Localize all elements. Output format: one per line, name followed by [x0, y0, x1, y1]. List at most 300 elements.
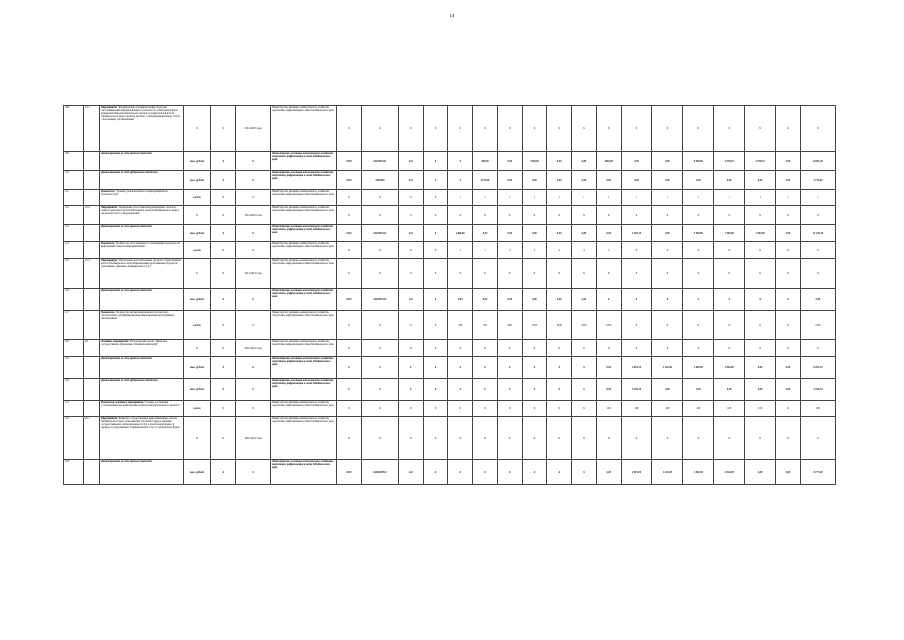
value-cell: 0,00 [745, 357, 776, 379]
code-k4: Х [423, 289, 448, 311]
value-cell: Х [547, 206, 572, 225]
value-cell: 0,00 [572, 152, 597, 171]
code-k4: Х [423, 259, 448, 289]
value-cell: 5 [596, 242, 621, 259]
value-cell: Х [714, 206, 745, 225]
code-k3: Х [398, 379, 423, 401]
item-name [100, 190, 183, 206]
value-cell: 750 [473, 311, 498, 340]
code-k1: Х [337, 106, 362, 152]
code-k3: 242 [398, 152, 423, 171]
weight: Х [211, 171, 236, 190]
code-k3: 242 [398, 225, 423, 242]
item-name-prefix: Показатель основного мероприятия [101, 401, 144, 404]
term: 2019-2024 годы [236, 340, 271, 357]
code-k3: 242 [398, 171, 423, 190]
item-name [100, 242, 183, 259]
value-cell: 1050 [522, 311, 547, 340]
value-cell: Х [683, 106, 714, 152]
value-cell: Х [547, 259, 572, 289]
unit: единиц [183, 401, 211, 417]
code-k1: Х [337, 340, 362, 357]
row-number: 118 [64, 340, 84, 357]
unit: тыс. рублей [183, 171, 211, 190]
value-cell: Х [683, 340, 714, 357]
value-cell: 1 [800, 190, 835, 206]
value-cell: 2 815,00 [621, 460, 652, 485]
value-cell: Х [776, 340, 801, 357]
code-k2: Х [361, 206, 398, 225]
value-cell: Х [547, 417, 572, 460]
term: Х [236, 152, 271, 171]
value-cell: Х [497, 106, 522, 152]
code-k1: Х [337, 190, 362, 206]
code-k1: Х [337, 242, 362, 259]
value-cell: 1050 [572, 311, 597, 340]
code-k3: Х [398, 340, 423, 357]
item-name-text: финансирование за счет краевого бюджета [101, 289, 152, 292]
value-cell: 1 092,00 [683, 460, 714, 485]
value-cell: 1 410,00 [652, 357, 683, 379]
weight: Х [211, 401, 236, 417]
term: Х [236, 379, 271, 401]
table-row [64, 152, 836, 171]
value-cell: Х [497, 417, 522, 460]
code-k5: 0,00 [448, 289, 473, 311]
term: 2014-2025 годы [236, 106, 271, 152]
value-cell: 0,00 [745, 379, 776, 401]
executor: Министерство жилищно-коммунального хозяйства, энергетики, цифровизации и связи Забайкальского края [271, 357, 337, 379]
item-code [83, 190, 99, 206]
value-cell: Х [473, 417, 498, 460]
item-name-text: "Количество автоматизированных рабочих мест, обеспеченных сертифицированным лицензионным программным обеспечением" [101, 311, 174, 320]
value-cell: Х [522, 417, 547, 460]
code-k3: Х [398, 417, 423, 460]
term: 2014-2019 годы [236, 259, 271, 289]
row-number: 112 [64, 206, 84, 225]
value-cell: 0,00 [596, 460, 621, 485]
value-cell: 100 [714, 401, 745, 417]
code-k5: Х [448, 106, 473, 152]
value-cell: Х [745, 289, 776, 311]
row-number: 115 [64, 259, 84, 289]
value-cell: 1050 [547, 311, 572, 340]
value-cell: Х [596, 417, 621, 460]
value-cell: Х [473, 357, 498, 379]
item-name-text: финансирование за счет краевого бюджета [101, 152, 152, 155]
value-cell: Х [572, 417, 597, 460]
unit: Х [183, 206, 211, 225]
code-k5: Х [448, 357, 473, 379]
executor: Министерство жилищно-коммунального хозяйства, энергетики, цифровизации и связи Забайкальского края [271, 311, 337, 340]
code-k2: 042D605521 [361, 460, 398, 485]
value-cell: Х [547, 106, 572, 152]
code-k2: Х [361, 379, 398, 401]
value-cell: 0,00 [621, 171, 652, 190]
code-k5: Х [448, 417, 473, 460]
value-cell: Х [683, 289, 714, 311]
code-k2: Х [361, 106, 398, 152]
item-name-prefix: Показатель [101, 190, 115, 193]
value-cell: Х [522, 379, 547, 401]
code-k2: Х [361, 259, 398, 289]
value-cell: 0,00 [714, 379, 745, 401]
value-cell: Х [473, 460, 498, 485]
value-cell: Х [572, 357, 597, 379]
value-cell: Х [776, 417, 801, 460]
code-k2: Х [361, 401, 398, 417]
value-cell: 0,00 [652, 379, 683, 401]
row-number: 110 [64, 171, 84, 190]
executor: Министерство жилищно-коммунального хозяйства, энергетики, цифровизации и связи Забайкальского края [271, 190, 337, 206]
executor: Министерство жилищно-коммунального хозяйства, энергетики, цифровизации и связи Забайкальского края [271, 460, 337, 485]
executor: Министерство жилищно-коммунального хозяйства, энергетики, цифровизации и связи Забайкальского края [271, 417, 337, 460]
value-cell: 0,00 [683, 171, 714, 190]
item-code [83, 225, 99, 242]
unit: Х [183, 417, 211, 460]
row-number: 109 [64, 152, 84, 171]
item-name [100, 289, 183, 311]
value-cell: 0,00 [621, 152, 652, 171]
table-row [64, 311, 836, 340]
table-row [64, 206, 836, 225]
value-cell: Х [596, 206, 621, 225]
item-name [100, 379, 183, 401]
code-k3: Х [398, 106, 423, 152]
item-code: 1.5.1 [83, 106, 99, 152]
code-k1: 0410 [337, 225, 362, 242]
value-cell: 0,00 [572, 225, 597, 242]
code-k4: Х [423, 401, 448, 417]
item-code [83, 357, 99, 379]
row-number: 108 [64, 106, 84, 152]
item-name [100, 259, 183, 289]
executor: Министерство жилищно-коммунального хозяйства, энергетики, цифровизации и связи Забайкальского края [271, 340, 337, 357]
table-row [64, 289, 836, 311]
value-cell: Х [683, 259, 714, 289]
value-cell: Х [572, 206, 597, 225]
value-cell: Х [522, 259, 547, 289]
value-cell: 1 410,00 [652, 460, 683, 485]
value-cell: Х [776, 206, 801, 225]
value-cell: 0,00 [522, 225, 547, 242]
executor: Министерство жилищно-коммунального хозяйства, энергетики, цифровизации и связи Забайкальского края [271, 259, 337, 289]
value-cell: Х [745, 417, 776, 460]
value-cell: 5 100,10 [800, 379, 835, 401]
value-cell: 2 078,10 [745, 152, 776, 171]
code-k5: Х [448, 340, 473, 357]
code-k4: Х [423, 206, 448, 225]
value-cell: 4 [572, 242, 597, 259]
value-cell: Х [522, 206, 547, 225]
item-name-text: "Степень достижения установленных значений целевых показателей регионального проекта" [101, 401, 180, 407]
unit: тыс. рублей [183, 152, 211, 171]
value-cell: 2 078,10 [714, 152, 745, 171]
value-cell: Х [714, 289, 745, 311]
value-cell: 0,00 [473, 225, 498, 242]
value-cell: 1 092,00 [683, 357, 714, 379]
value-cell: 4 [547, 242, 572, 259]
value-cell: 0,00 [745, 460, 776, 485]
unit: тыс. рублей [183, 225, 211, 242]
value-cell: 2772,00 [473, 171, 498, 190]
item-name-prefix: Показатель [101, 242, 115, 245]
value-cell: 0,00 [572, 171, 597, 190]
value-cell: 0,00 [652, 171, 683, 190]
value-cell: Х [652, 242, 683, 259]
value-cell: Х [572, 259, 597, 289]
row-number: 119 [64, 357, 84, 379]
value-cell: Х [522, 460, 547, 485]
value-cell: Х [776, 311, 801, 340]
value-cell: Х [522, 106, 547, 152]
row-number: 114 [64, 242, 84, 259]
table-row [64, 171, 836, 190]
value-cell: 0,00 [596, 357, 621, 379]
code-k4: Х [423, 171, 448, 190]
code-k1: 0410 [337, 289, 362, 311]
value-cell: 0,00 [683, 379, 714, 401]
item-name-prefix: Основное мероприятие [101, 340, 129, 343]
value-cell: Х [652, 289, 683, 311]
value-cell: 0,00 [497, 289, 522, 311]
table-row [64, 190, 836, 206]
value-cell: Х [547, 357, 572, 379]
code-k2: 0420504122 [361, 225, 398, 242]
executor: Министерство жилищно-коммунального хозяйства, энергетики, цифровизации и связи Забайкальского края [271, 242, 337, 259]
value-cell: 1 [497, 190, 522, 206]
value-cell: Х [547, 401, 572, 417]
value-cell: 0,00 [596, 171, 621, 190]
value-cell: Х [652, 417, 683, 460]
code-k5: Х [448, 171, 473, 190]
value-cell: 0,00 [547, 225, 572, 242]
value-cell: 2 840,00 [714, 460, 745, 485]
value-cell: Х [473, 340, 498, 357]
code-k4: Х [423, 190, 448, 206]
unit: тыс. рублей [183, 289, 211, 311]
term: Х [236, 357, 271, 379]
item-code [83, 311, 99, 340]
item-name-text: финансирование за счет федерального бюджета [101, 171, 158, 174]
value-cell: Х [800, 106, 835, 152]
code-k1: 0450 [337, 152, 362, 171]
value-cell: 1 [714, 190, 745, 206]
code-k4: Х [423, 357, 448, 379]
item-code: 1.5.3 [83, 259, 99, 289]
value-cell: 0,00 [652, 152, 683, 171]
value-cell: Х [800, 340, 835, 357]
value-cell: 2 840,00 [714, 357, 745, 379]
unit: Х [183, 340, 211, 357]
value-cell: Х [473, 401, 498, 417]
value-cell: Х [547, 460, 572, 485]
value-cell: Х [572, 340, 597, 357]
value-cell: 0,00 [522, 171, 547, 190]
value-cell: Х [652, 259, 683, 289]
code-k4: Х [423, 417, 448, 460]
row-number: 111 [64, 190, 84, 206]
value-cell: Х [572, 379, 597, 401]
value-cell: Х [745, 242, 776, 259]
value-cell: 0,00 [714, 171, 745, 190]
value-cell: 0,00 [473, 289, 498, 311]
table-row [64, 242, 836, 259]
value-cell: Х [745, 340, 776, 357]
code-k3: Х [398, 206, 423, 225]
value-cell: Х [745, 206, 776, 225]
unit: тыс. рублей [183, 357, 211, 379]
row-number: 117 [64, 311, 84, 340]
value-cell: Х [497, 206, 522, 225]
code-k1: Х [337, 417, 362, 460]
item-name-text: финансирование за счет краевого бюджета [101, 460, 152, 463]
item-name-text: "Региональный проект "Цифровое государственное управление (Забайкальский край)" [101, 340, 168, 346]
item-name-prefix: Мероприятие [101, 206, 118, 209]
code-k3: Х [398, 357, 423, 379]
value-cell: Х [776, 106, 801, 152]
code-k5: 1 [448, 190, 473, 206]
value-cell: Х [497, 401, 522, 417]
weight: Х [211, 206, 236, 225]
code-k3: 242 [398, 289, 423, 311]
weight: Х [211, 242, 236, 259]
value-cell: Х [776, 401, 801, 417]
executor: Министерство жилищно-коммунального хозяйства, энергетики, цифровизации и связи Забайкальского края [271, 106, 337, 152]
unit: Х [183, 259, 211, 289]
value-cell: Х [683, 206, 714, 225]
code-k5: 500 [448, 311, 473, 340]
value-cell: 1 [621, 190, 652, 206]
table-row [64, 340, 836, 357]
code-k2: 0420504121 [361, 152, 398, 171]
value-cell: Х [547, 340, 572, 357]
table-body [64, 106, 836, 485]
item-code [83, 171, 99, 190]
item-name-prefix: Мероприятие [101, 259, 118, 262]
code-k2: 1007820 [361, 171, 398, 190]
executor: Министерство жилищно-коммунального хозяйства, энергетики, цифровизации и связи Забайкальского края [271, 225, 337, 242]
code-k5: 2400,00 [448, 225, 473, 242]
term: 2014-2025 годы [236, 206, 271, 225]
value-cell: Х [473, 259, 498, 289]
code-k2: Х [361, 417, 398, 460]
code-k4: Х [423, 311, 448, 340]
unit: единиц [183, 311, 211, 340]
code-k5: Х [448, 379, 473, 401]
code-k1: Х [337, 379, 362, 401]
value-cell: 100 [596, 401, 621, 417]
executor: Министерство жилищно-коммунального хозяйства, энергетики, цифровизации и связи Забайкальского края [271, 152, 337, 171]
weight: Х [211, 357, 236, 379]
item-name [100, 340, 183, 357]
weight: Х [211, 259, 236, 289]
weight: Х [211, 152, 236, 171]
value-cell: 1 000,00 [745, 225, 776, 242]
value-cell: 1 [547, 190, 572, 206]
value-cell: 0,00 [596, 225, 621, 242]
code-k5: Х [448, 460, 473, 485]
item-name [100, 225, 183, 242]
value-cell: 100 [683, 401, 714, 417]
code-k5: 1 [448, 242, 473, 259]
value-cell: 0,00 [776, 460, 801, 485]
code-k2: Х [361, 357, 398, 379]
value-cell: 4965,60 [596, 152, 621, 171]
code-k1: Х [337, 311, 362, 340]
code-k5: Х [448, 401, 473, 417]
unit: тыс. рублей [183, 379, 211, 401]
value-cell: Х [714, 259, 745, 289]
value-cell: 1 [522, 190, 547, 206]
item-name-prefix: Мероприятие [101, 106, 118, 109]
value-cell: 100 [800, 401, 835, 417]
code-k3: Х [398, 401, 423, 417]
value-cell: Х [652, 206, 683, 225]
item-name [100, 171, 183, 190]
value-cell: Х [621, 259, 652, 289]
value-cell: Х [621, 106, 652, 152]
code-k3: 242 [398, 460, 423, 485]
code-k4: Х [423, 340, 448, 357]
value-cell: 8 177,00 [800, 460, 835, 485]
term: Х [236, 460, 271, 485]
code-k3: Х [398, 311, 423, 340]
weight: Х [211, 190, 236, 206]
code-k5: Х [448, 206, 473, 225]
value-cell: Х [683, 311, 714, 340]
code-k2: Х [361, 311, 398, 340]
value-cell: Х [683, 417, 714, 460]
value-cell: Х [621, 289, 652, 311]
table-row [64, 106, 836, 152]
item-code [83, 242, 99, 259]
value-cell: Х [522, 340, 547, 357]
value-cell: Х [800, 259, 835, 289]
value-cell: Х [547, 379, 572, 401]
table-row [64, 460, 836, 485]
weight: Х [211, 225, 236, 242]
item-code [83, 460, 99, 485]
value-cell: 5 000,00 [683, 225, 714, 242]
value-cell: Х [652, 340, 683, 357]
table-row [64, 379, 836, 401]
row-number: 113 [64, 225, 84, 242]
unit: тыс. рублей [183, 460, 211, 485]
code-k4: Х [423, 460, 448, 485]
item-name-text: "Формирование и развитие инфраструктуры, обеспечивающей информационную безопасность электронных форм взаимодействия исполнительных органов государственной власти Забайкальского края и органов местного самоуправления между собой, с населением, организациями" [101, 106, 181, 121]
table-row [64, 417, 836, 460]
item-name [100, 401, 183, 417]
value-cell: Х [497, 340, 522, 357]
weight: Х [211, 289, 236, 311]
term: Х [236, 311, 271, 340]
row-number: 116 [64, 289, 84, 311]
value-cell: Х [776, 259, 801, 289]
item-code [83, 152, 99, 171]
value-cell: 0,00 [776, 171, 801, 190]
value-cell: Х [800, 242, 835, 259]
term: Х [236, 225, 271, 242]
value-cell: Х [621, 206, 652, 225]
value-cell: Х [683, 242, 714, 259]
value-cell: 13 455,20 [800, 225, 835, 242]
value-cell: Х [652, 311, 683, 340]
code-k4: Х [423, 225, 448, 242]
executor: Министерство жилищно-коммунального хозяйства, энергетики, цифровизации и связи Забайкальского края [271, 171, 337, 190]
table-row [64, 357, 836, 379]
executor: Министерство жилищно-коммунального хозяйства, энергетики, цифровизации и связи Забайкальского края [271, 206, 337, 225]
